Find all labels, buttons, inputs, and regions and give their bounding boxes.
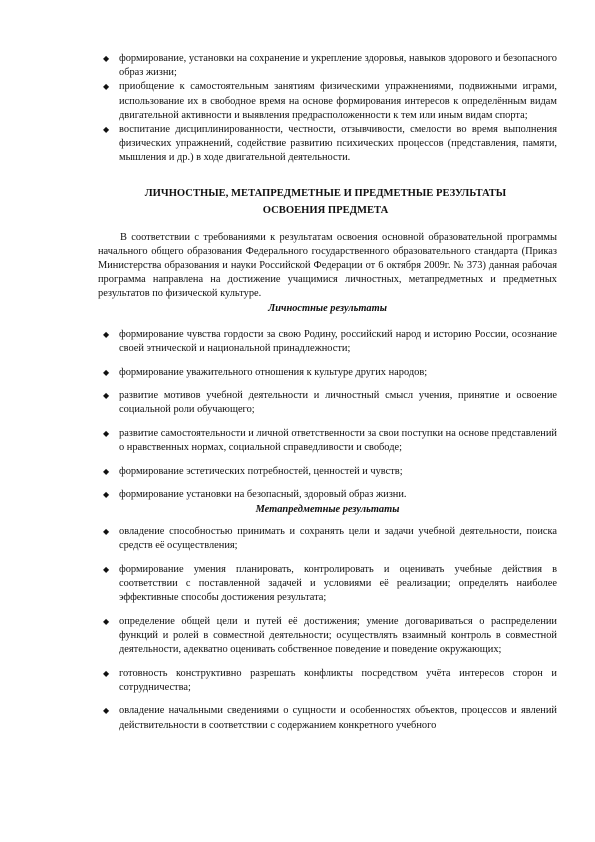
diamond-bullet-icon: ◆ <box>103 490 110 500</box>
list-item: ◆ приобщение к самостоятельным занятиям физическими упражнениями, подвижными играми, использование их в свободное время на основе формирования интересов к определённым видам двигательной активности и выявления предрасположенности к тем или иным видам спорта; <box>103 81 557 121</box>
diamond-bullet-icon: ◆ <box>103 564 110 574</box>
intro-paragraph: В соответствии с требованиями к результатам освоения основной образовательной программы начального общего образования Федерального государственного образовательного стандарта (Приказ Министерства образования и науки Российской Федерации от 6 октября 2009г. № 373) данная рабочая программа направлена на достижение учащимися личностных, метапредметных и предметных результатов по физической культуре. <box>98 231 557 300</box>
diamond-bullet-icon: ◆ <box>103 616 110 626</box>
diamond-bullet-icon: ◆ <box>103 526 110 536</box>
diamond-bullet-icon: ◆ <box>103 668 110 678</box>
diamond-bullet-icon: ◆ <box>103 54 110 63</box>
list-item: ◆ определение общей цели и путей её достижения; умение договариваться о распределении функций и ролей в совместной деятельности; осуществлять взаимный контроль в совместной деятельности, адекватно оценивать собственное поведение и поведение окружающих; <box>103 615 557 656</box>
list-item: ◆ овладение начальными сведениями о сущности и особенностях объектов, процессов и явлений действительности в соответствии с содержанием конкретного учебного <box>103 705 557 731</box>
list-item: ◆ формирование, установки на сохранение и укрепление здоровья, навыков здорового и безопасного образ жизни; <box>103 53 557 79</box>
diamond-bullet-icon: ◆ <box>103 367 110 377</box>
diamond-bullet-icon: ◆ <box>103 429 110 439</box>
list-item: ◆ формирование умения планировать, контролировать и оценивать учебные действия в соответствии с поставленной задачей и условиями её реализации; определять наиболее эффективные способы достижения результата; <box>103 563 557 604</box>
diamond-bullet-icon: ◆ <box>103 329 110 339</box>
diamond-bullet-icon: ◆ <box>103 391 110 401</box>
list-item: ◆ развитие самостоятельности и личной ответственности за свои поступки на основе представлений о нравственных нормах, социальной справедливости и свободе; <box>103 428 557 454</box>
section-heading <box>98 185 557 219</box>
personal-results-title: Личностные результаты <box>268 302 387 314</box>
list-item: ◆ воспитание дисциплинированности, честности, отзывчивости, смелости во время выполнения физических упражнений, содействие развитию психических процессов (представления, памяти, мышления и др.) в ходе двигательной деятельности. <box>103 124 557 164</box>
meta-results-title: Метапредметные результаты <box>255 503 400 515</box>
diamond-bullet-icon: ◆ <box>103 466 110 476</box>
meta-results-list <box>98 525 557 733</box>
intro-bullet-list <box>98 52 557 166</box>
diamond-bullet-icon: ◆ <box>103 82 110 92</box>
diamond-bullet-icon: ◆ <box>103 125 110 135</box>
list-item: ◆ формирование эстетических потребностей, ценностей и чувств; <box>98 465 557 479</box>
personal-results-list <box>98 328 557 503</box>
list-item: ◆ формирование установки на безопасный, здоровый образ жизни. <box>98 488 557 502</box>
list-item: ◆ овладение способностью принимать и сохранять цели и задачи учебной деятельности, поиска средств её осуществления; <box>103 525 557 552</box>
list-item: ◆ развитие мотивов учебной деятельности и личностный смысл учения, принятие и освоение социальной роли обучающего; <box>103 390 557 416</box>
section-heading-line-2: ОСВОЕНИЯ ПРЕДМЕТА <box>262 204 389 216</box>
diamond-bullet-icon: ◆ <box>103 706 110 716</box>
section-heading-line-1: ЛИЧНОСТНЫЕ, МЕТАПРЕДМЕТНЫЕ И ПРЕДМЕТНЫЕ РЕЗУЛЬТАТЫ <box>144 187 507 199</box>
list-item: ◆ формирование чувства гордости за свою Родину, российский народ и историю России, осознание своей этнической и национальной принадлежности; <box>103 328 557 355</box>
list-item: ◆ готовность конструктивно разрешать конфликты посредством учёта интересов сторон и сотрудничества; <box>103 667 557 693</box>
list-item: ◆ формирование уважительного отношения к культуре других народов; <box>98 366 557 380</box>
